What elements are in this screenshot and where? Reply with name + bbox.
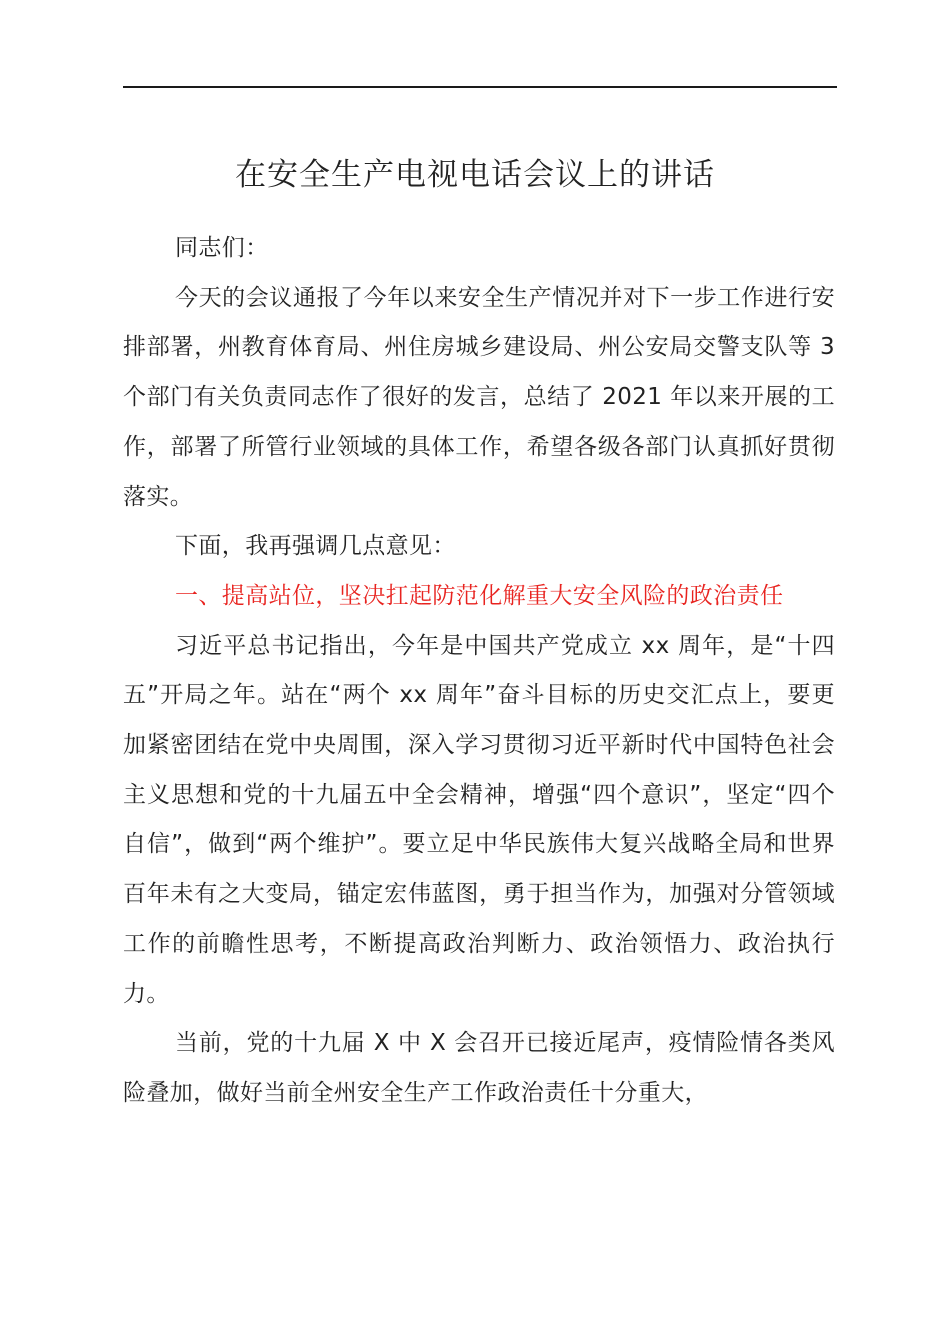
intro-paragraph: 今天的会议通报了今年以来安全生产情况并对下一步工作进行安排部署，州教育体育局、州住房城乡建设局、州公安局交警支队等 3 个部门有关负责同志作了很好的发言，总结了 2021 年以来开展的工作，部署了所管行业领域的具体工作，希望各级各部门认真抓好贯彻落实。: [123, 284, 835, 510]
document-body: [123, 224, 835, 1119]
document-title: 在安全生产电视电话会议上的讲话: [235, 157, 715, 193]
body-paragraph: 当前，党的十九届 X 中 X 会召开已接近尾声，疫情险情各类风险叠加，做好当前全州安全生产工作政治责任十分重大，: [123, 1030, 835, 1106]
transition-paragraph: 下面，我再强调几点意见：: [175, 533, 456, 560]
salutation: 同志们：: [175, 235, 269, 261]
header-rule: [123, 86, 837, 88]
section-heading-1: 一、提高站位，坚决扛起防范化解重大安全风险的政治责任: [175, 582, 784, 609]
body-paragraph: 习近平总书记指出，今年是中国共产党成立 xx 周年，是“十四五”开局之年。站在“两个 xx 周年”奋斗目标的历史交汇点上，要更加紧密团结在党中央周围，深入学习贯彻习近平新时代中国特色社会主义思想和党的十九届五中全会精神，增强“四个意识”，坚定“四个自信”，做到“两个维护”。要立足中华民族伟大复兴战略全局和世界百年未有之大变局，锚定宏伟蓝图，勇于担当作为，加强对分管领域工作的前瞻性思考，不断提高政治判断力、政治领悟力、政治执行力。: [123, 632, 835, 1007]
